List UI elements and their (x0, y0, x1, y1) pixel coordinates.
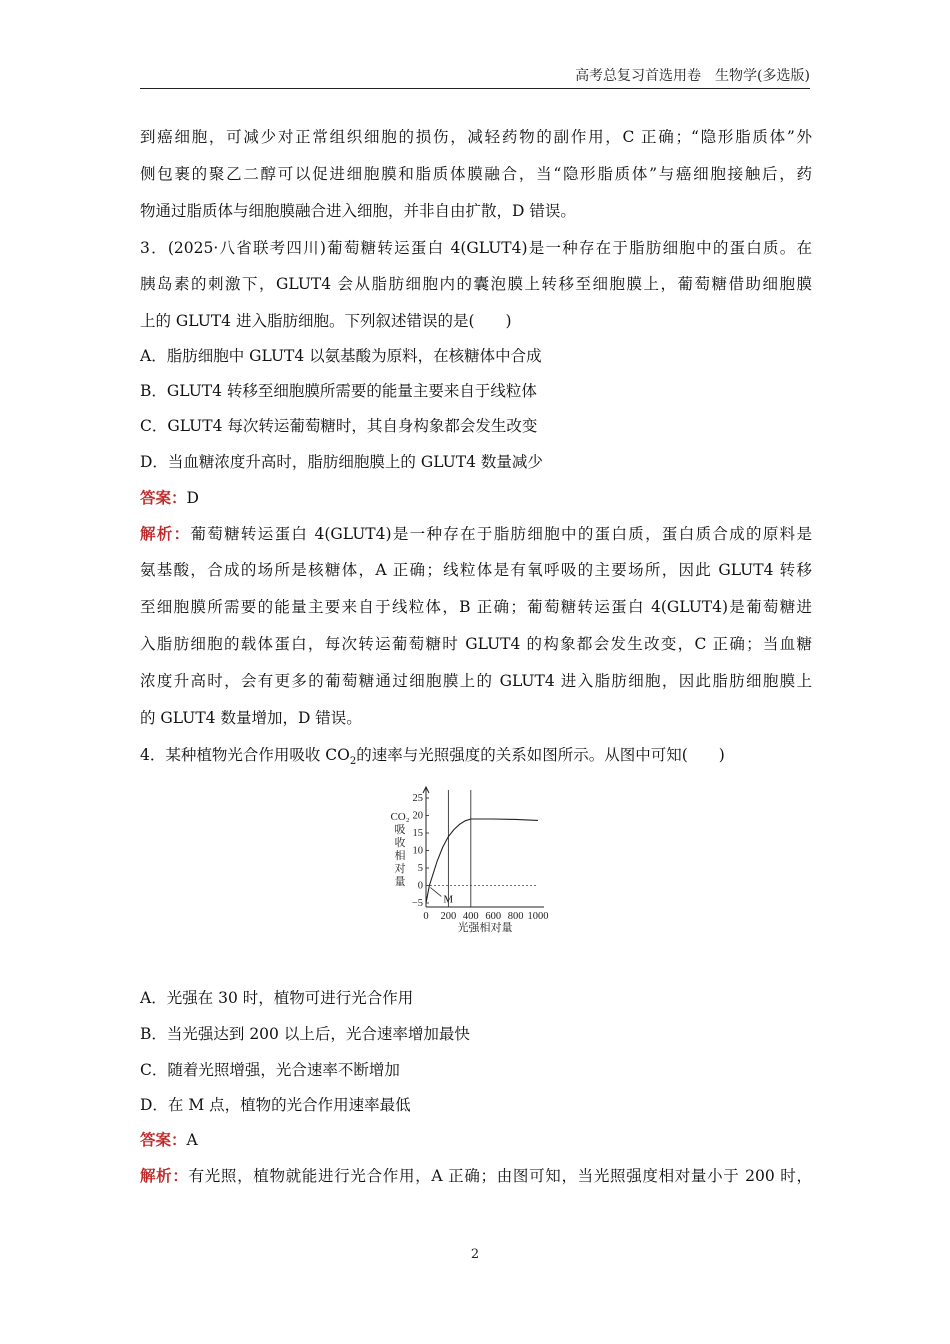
x-tick-label: 0 (423, 911, 429, 922)
q4-analysis-label: 解析： (140, 1166, 189, 1185)
x-tick-label: 400 (462, 911, 479, 922)
chart-layer (390, 787, 548, 934)
q3-analysis-line-1 (140, 523, 812, 545)
prev-analysis-line-1: 到癌细胞，可减少对正常组织细胞的损伤，减轻药物的副作用，C 正确；“隐形脂质体”外 (140, 128, 812, 146)
q4-answer (140, 1129, 812, 1151)
q4-answer-value: A (186, 1131, 198, 1149)
co2-light-chart (388, 784, 563, 952)
q3-analysis-line-5: 浓度升高时，会有更多的葡萄糖通过细胞膜上的 GLUT4 进入脂肪细胞，因此脂肪细胞膜上 (140, 672, 812, 690)
x-axis-title: 光强相对量 (457, 922, 513, 934)
x-tick-label: 800 (507, 911, 524, 922)
co2-curve (426, 819, 538, 903)
x-tick-label: 1000 (527, 911, 549, 922)
q3-analysis-line-2: 氨基酸，合成的场所是核糖体，A 正确；线粒体是有氧呼吸的主要场所，因此 GLUT4 转移 (140, 561, 812, 579)
q3-analysis-line-6: 的 GLUT4 数量增加，D 错误。 (140, 709, 362, 727)
q3-option-d: D．当血糖浓度升高时，脂肪细胞膜上的 GLUT4 数量减少 (140, 453, 543, 471)
annotation-leader (430, 888, 441, 897)
q4-stem (140, 744, 812, 773)
q3-option-b: B．GLUT4 转移至细胞膜所需要的能量主要来自于线粒体 (140, 382, 537, 400)
q4-analysis-line-1 (140, 1165, 812, 1187)
q3-option-a: A．脂肪细胞中 GLUT4 以氨基酸为原料，在核糖体中合成 (140, 347, 542, 365)
q3-analysis-label: 解析： (140, 524, 191, 543)
y-tick-label: −5 (411, 898, 423, 909)
q4-option-a: A．光强在 30 时，植物可进行光合作用 (140, 989, 414, 1007)
y-tick-label: 10 (412, 845, 423, 857)
q4-option-b: B．当光强达到 200 以上后，光合速率增加最快 (140, 1025, 470, 1043)
q3-stem-line-1: 3．(2025·八省联考四川)葡萄糖转运蛋白 4(GLUT4)是一种存在于脂肪细胞中的蛋白质。在 (140, 239, 812, 257)
q3-answer-value: D (186, 489, 199, 507)
q3-stem-line-3: 上的 GLUT4 进入脂肪细胞。下列叙述错误的是( ) (140, 312, 512, 330)
y-axis-title-char: 吸 (394, 824, 406, 836)
q3-analysis-text-1: 葡萄糖转运蛋白 4(GLUT4)是一种存在于脂肪细胞中的蛋白质，蛋白质合成的原料是 (190, 525, 812, 543)
x-tick-label: 200 (440, 911, 457, 922)
y-tick-label: 0 (417, 880, 423, 892)
page-number: 2 (470, 1247, 480, 1262)
y-axis-title-char: 相 (394, 850, 406, 862)
y-tick-label: 5 (417, 863, 423, 874)
y-axis-title-char: 对 (394, 863, 406, 875)
q3-analysis-line-4: 入脂肪细胞的载体蛋白，每次转运葡萄糖时 GLUT4 的构象都会发生改变，C 正确；当血糖 (140, 635, 812, 653)
q4-analysis-text-1: 有光照，植物就能进行光合作用，A 正确；由图可知，当光照强度相对量小于 200 时， (188, 1167, 812, 1185)
annotation-m-label: M (443, 893, 454, 906)
prev-analysis-line-3: 物通过脂质体与细胞膜融合进入细胞，并非自由扩散，D 错误。 (140, 202, 576, 220)
y-axis-title-char: CO₂ (390, 811, 410, 823)
y-tick-label: 25 (412, 793, 423, 804)
q3-stem-line-2: 胰岛素的刺激下，GLUT4 会从脂肪细胞内的囊泡膜上转移至细胞膜上，葡萄糖借助细胞膜 (140, 275, 812, 293)
q3-analysis-line-3: 至细胞膜所需要的能量主要来自于线粒体，B 正确；葡萄糖转运蛋白 4(GLUT4)是葡萄糖进 (140, 598, 812, 616)
q4-stem-part-b: 的速率与光照强度的关系如图所示。从图中可知( ) (356, 746, 725, 764)
q4-stem-subscript: 2 (349, 756, 357, 768)
q4-option-d: D．在 M 点，植物的光合作用速率最低 (140, 1096, 411, 1114)
y-axis-title-char: 量 (394, 876, 406, 888)
page-header (140, 66, 810, 89)
q3-answer-label: 答案： (140, 488, 187, 507)
y-tick-label: 15 (412, 828, 423, 839)
header-title: 高考总复习首选用卷 生物学(多选版) (575, 68, 810, 84)
y-axis-title-char: 收 (394, 837, 406, 849)
x-tick-label: 600 (485, 911, 502, 922)
q4-option-c: C．随着光照增强，光合速率不断增加 (140, 1061, 400, 1079)
y-tick-label: 20 (412, 810, 423, 822)
q3-answer (140, 487, 812, 509)
q4-stem-part-a: 4．某种植物光合作用吸收 CO (140, 746, 350, 764)
q3-option-c: C．GLUT4 每次转运葡萄糖时，其自身构象都会发生改变 (140, 417, 538, 435)
prev-analysis-line-2: 侧包裹的聚乙二醇可以促进细胞膜和脂质体膜融合，当“隐形脂质体”与癌细胞接触后，药 (140, 165, 812, 183)
q4-answer-label: 答案： (140, 1130, 187, 1149)
